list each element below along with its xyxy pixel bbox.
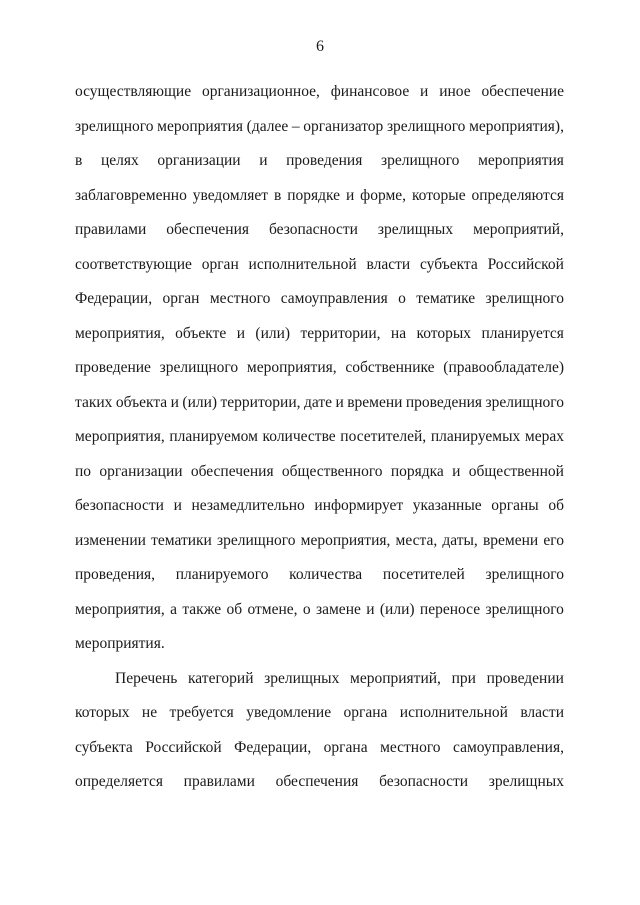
text-line: в целях организации и проведения зрелищного мероприятия: [75, 152, 564, 169]
text-line: осуществляющие организационное, финансовое и иное обеспечение: [75, 83, 564, 100]
text-line: проведение зрелищного мероприятия, собственнике (правообладателе): [75, 359, 564, 376]
text-line: правилами обеспечения безопасности зрелищных мероприятий,: [75, 221, 564, 238]
text-line: безопасности и незамедлительно информирует указанные органы об: [75, 497, 564, 514]
text-line: мероприятия, объекте и (или) территории, на которых планируется: [75, 324, 564, 342]
text-line: по организации обеспечения общественного порядка и общественной: [75, 462, 564, 480]
text-line: соответствующие орган исполнительной власти субъекта Российской: [75, 255, 564, 273]
paragraph-1: [75, 75, 564, 662]
document-body: [75, 75, 564, 800]
text-line: мероприятия.: [75, 635, 165, 652]
text-line: мероприятия, а также об отмене, о замене и (или) переносе зрелищного: [75, 600, 564, 618]
text-line: заблаговременно уведомляет в порядке и форме, которые определяются: [75, 186, 564, 204]
text-line: проведения, планируемого количества посетителей зрелищного: [75, 566, 564, 583]
paragraph-2: [75, 662, 564, 800]
page-number: 6: [316, 38, 324, 55]
text-line: Перечень категорий зрелищных мероприятий, при проведении: [115, 669, 564, 687]
text-line: которых не требуется уведомление органа исполнительной власти: [75, 704, 564, 721]
text-line: мероприятия, планируемом количестве посетителей, планируемых мерах: [75, 428, 564, 445]
text-line: Федерации, орган местного самоуправления о тематике зрелищного: [75, 290, 564, 307]
text-line: зрелищного мероприятия (далее – организатор зрелищного мероприятия),: [75, 117, 564, 135]
text-line: изменении тематики зрелищного мероприятия, места, даты, времени его: [75, 531, 564, 549]
text-line: субъекта Российской Федерации, органа местного самоуправления,: [75, 738, 564, 756]
text-line: определяется правилами обеспечения безопасности зрелищных: [75, 773, 564, 790]
text-line: таких объекта и (или) территории, дате и времени проведения зрелищного: [75, 393, 564, 411]
